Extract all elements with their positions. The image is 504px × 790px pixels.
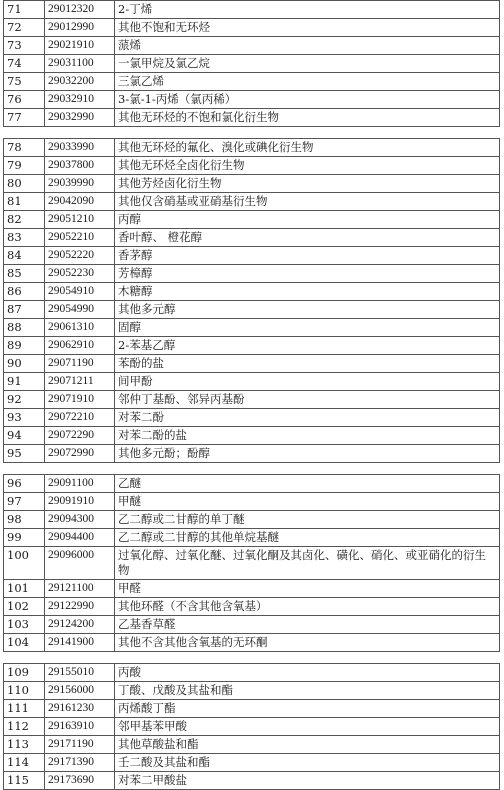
row-number-cell: 85 [4,265,45,283]
product-name-cell: 壬二酸及其盐和酯 [115,754,500,772]
hs-code-table-block [3,138,500,463]
row-number-cell: 95 [4,445,45,463]
product-name-cell: 其他无环烃的不饱和氯化衍生物 [115,109,500,127]
product-name-cell: 对苯二酚的盐 [115,427,500,445]
table-row [4,193,500,211]
hs-code-table-block [3,474,500,652]
hs-code-cell: 29032200 [45,73,115,91]
product-name-cell: 其他环醛（不含其他含氧基） [115,598,500,616]
product-name-cell: 乙基香草醛 [115,616,500,634]
table-row [4,475,500,493]
hs-code-cell: 29121100 [45,580,115,598]
row-number-cell: 97 [4,493,45,511]
row-number-cell: 110 [4,682,45,700]
hs-code-cell: 29171390 [45,754,115,772]
hs-code-cell: 29031100 [45,55,115,73]
product-name-cell: 其他不含其他含氧基的无环酮 [115,634,500,652]
row-number-cell: 90 [4,355,45,373]
hs-code-cell: 29173690 [45,772,115,790]
table-row [4,409,500,427]
product-name-cell: 其他芳烃卤化衍生物 [115,175,500,193]
row-number-cell: 114 [4,754,45,772]
row-number-cell: 83 [4,229,45,247]
product-name-cell: 2-丁烯 [115,1,500,19]
hs-code-cell: 29012320 [45,1,115,19]
row-number-cell: 92 [4,391,45,409]
hs-code-cell: 29052210 [45,229,115,247]
row-number-cell: 87 [4,301,45,319]
product-name-cell: 邻仲丁基酚、邻异丙基酚 [115,391,500,409]
table-row [4,157,500,175]
product-name-cell: 对苯二甲酸盐 [115,772,500,790]
table-row [4,37,500,55]
row-number-cell: 94 [4,427,45,445]
product-name-cell: 香叶醇、 橙花醇 [115,229,500,247]
product-name-cell: 间甲酚 [115,373,500,391]
hs-code-cell: 29012990 [45,19,115,37]
product-name-cell: 芳樟醇 [115,265,500,283]
row-number-cell: 102 [4,598,45,616]
row-number-cell: 84 [4,247,45,265]
table-row [4,427,500,445]
row-number-cell: 78 [4,139,45,157]
table-row [4,445,500,463]
table-row [4,73,500,91]
row-number-cell: 82 [4,211,45,229]
hs-code-cell: 29156000 [45,682,115,700]
table-row [4,283,500,301]
row-number-cell: 93 [4,409,45,427]
hs-code-cell: 29071910 [45,391,115,409]
row-number-cell: 98 [4,511,45,529]
table-row [4,754,500,772]
row-number-cell: 115 [4,772,45,790]
product-name-cell: 乙二醇或二甘醇的其他单烷基醚 [115,529,500,547]
hs-code-cell: 29163910 [45,718,115,736]
table-row [4,664,500,682]
product-name-cell: 丙酸 [115,664,500,682]
hs-code-cell: 29071211 [45,373,115,391]
row-number-cell: 86 [4,283,45,301]
table-row [4,493,500,511]
table-row [4,247,500,265]
table-row [4,19,500,37]
hs-code-cell: 29141900 [45,634,115,652]
hs-code-cell: 29052230 [45,265,115,283]
hs-code-cell: 29094300 [45,511,115,529]
product-name-cell: 一氯甲烷及氯乙烷 [115,55,500,73]
hs-code-cell: 29155010 [45,664,115,682]
table-row [4,682,500,700]
product-name-cell: 对苯二酚 [115,409,500,427]
hs-code-cell: 29124200 [45,616,115,634]
hs-code-cell: 29052220 [45,247,115,265]
row-number-cell: 112 [4,718,45,736]
hs-code-table-block [3,0,500,127]
table-row [4,301,500,319]
row-number-cell: 89 [4,337,45,355]
table-row [4,700,500,718]
product-name-cell: 邻甲基苯甲酸 [115,718,500,736]
row-number-cell: 81 [4,193,45,211]
hs-code-cell: 29072210 [45,409,115,427]
table-row [4,355,500,373]
row-number-cell: 74 [4,55,45,73]
row-number-cell: 71 [4,1,45,19]
table-row [4,634,500,652]
hs-code-cell: 29096000 [45,547,115,580]
table-row [4,736,500,754]
table-row [4,547,500,580]
hs-code-cell: 29054990 [45,301,115,319]
row-number-cell: 100 [4,547,45,580]
table-row [4,529,500,547]
hs-code-cell: 29042090 [45,193,115,211]
product-name-cell: 其他仅含硝基或亚硝基衍生物 [115,193,500,211]
hs-code-cell: 29054910 [45,283,115,301]
hs-code-cell: 29122990 [45,598,115,616]
row-number-cell: 72 [4,19,45,37]
hs-code-cell: 29091100 [45,475,115,493]
hs-code-cell: 29161230 [45,700,115,718]
row-number-cell: 76 [4,91,45,109]
table-row [4,337,500,355]
table-row [4,211,500,229]
table-row [4,319,500,337]
product-name-cell: 3-氯-1-丙烯（氯丙稀） [115,91,500,109]
row-number-cell: 75 [4,73,45,91]
table-row [4,229,500,247]
row-number-cell: 80 [4,175,45,193]
hs-code-cell: 29033990 [45,139,115,157]
product-name-cell: 丁酸、戊酸及其盐和酯 [115,682,500,700]
row-number-cell: 79 [4,157,45,175]
product-name-cell: 过氧化醇、过氧化醚、过氧化酮及其卤化、磺化、硝化、或亚硝化的衍生物 [115,547,500,580]
table-row [4,580,500,598]
table-row [4,616,500,634]
product-name-cell: 乙二醇或二甘醇的单丁醚 [115,511,500,529]
product-name-cell: 甲醛 [115,580,500,598]
product-name-cell: 苯酚的盐 [115,355,500,373]
block-gap [3,127,500,138]
table-row [4,91,500,109]
row-number-cell: 88 [4,319,45,337]
row-number-cell: 109 [4,664,45,682]
document-page [3,0,500,790]
row-number-cell: 99 [4,529,45,547]
block-gap [3,652,500,663]
hs-code-cell: 29032990 [45,109,115,127]
product-name-cell: 丙烯酸丁酯 [115,700,500,718]
table-row [4,55,500,73]
hs-code-cell: 29072290 [45,427,115,445]
table-row [4,511,500,529]
hs-code-cell: 29091910 [45,493,115,511]
product-name-cell: 蒎烯 [115,37,500,55]
row-number-cell: 103 [4,616,45,634]
table-row [4,373,500,391]
product-name-cell: 丙醇 [115,211,500,229]
product-name-cell: 三氯乙烯 [115,73,500,91]
hs-code-cell: 29072990 [45,445,115,463]
hs-code-cell: 29037800 [45,157,115,175]
product-name-cell: 香茅醇 [115,247,500,265]
product-name-cell: 乙醚 [115,475,500,493]
product-name-cell: 其他不饱和无环烃 [115,19,500,37]
hs-code-cell: 29051210 [45,211,115,229]
table-row [4,175,500,193]
product-name-cell: 甲醚 [115,493,500,511]
row-number-cell: 111 [4,700,45,718]
hs-code-cell: 29071190 [45,355,115,373]
hs-code-cell: 29171190 [45,736,115,754]
product-name-cell: 2-苯基乙醇 [115,337,500,355]
hs-code-cell: 29061310 [45,319,115,337]
hs-code-table-block [3,663,500,790]
table-row [4,1,500,19]
table-row [4,391,500,409]
row-number-cell: 96 [4,475,45,493]
product-name-cell: 其他多元醇 [115,301,500,319]
table-row [4,109,500,127]
product-name-cell: 其他草酸盐和酯 [115,736,500,754]
product-name-cell: 木糖醇 [115,283,500,301]
hs-code-cell: 29032910 [45,91,115,109]
table-row [4,265,500,283]
table-row [4,598,500,616]
row-number-cell: 101 [4,580,45,598]
hs-code-cell: 29021910 [45,37,115,55]
product-name-cell: 固醇 [115,319,500,337]
table-row [4,772,500,790]
hs-code-cell: 29094400 [45,529,115,547]
row-number-cell: 104 [4,634,45,652]
table-row [4,139,500,157]
table-row [4,718,500,736]
hs-code-cell: 29062910 [45,337,115,355]
product-name-cell: 其他多元酚；酚醇 [115,445,500,463]
product-name-cell: 其他无环烃全卤化衍生物 [115,157,500,175]
block-gap [3,463,500,474]
row-number-cell: 77 [4,109,45,127]
row-number-cell: 91 [4,373,45,391]
product-name-cell: 其他无环烃的氟化、溴化或碘化衍生物 [115,139,500,157]
hs-code-cell: 29039990 [45,175,115,193]
row-number-cell: 73 [4,37,45,55]
row-number-cell: 113 [4,736,45,754]
